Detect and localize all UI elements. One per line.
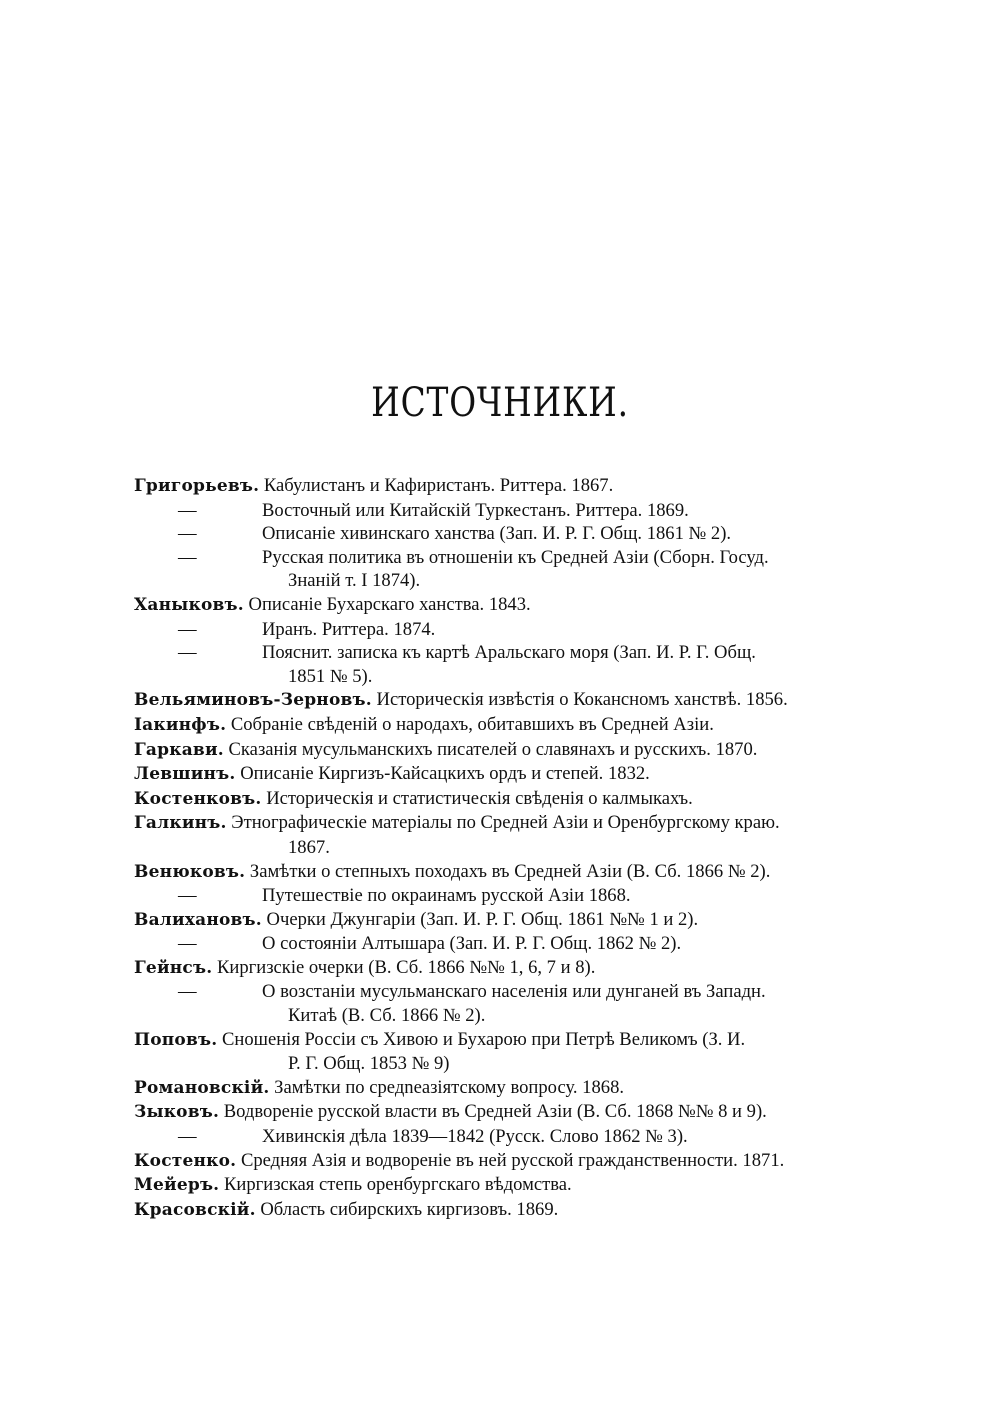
source-title: Этнографическіе матеріалы по Средней Азіи и Оренбургскому краю. bbox=[231, 812, 780, 834]
source-entry bbox=[134, 688, 894, 713]
source-title: Киргизскіе очерки (В. Сб. 1866 №№ 1, 6, 7 и 8). bbox=[216, 956, 596, 978]
source-entry bbox=[134, 762, 894, 787]
source-entry bbox=[134, 1076, 894, 1101]
source-entry bbox=[134, 522, 894, 546]
source-author: Ханыковъ. bbox=[134, 594, 244, 615]
source-title: Русская политика въ отношеніи къ Средней Азіи (Сборн. Госуд. bbox=[262, 546, 769, 568]
source-continuation: 1867. bbox=[288, 836, 330, 858]
source-author: Костенко. bbox=[134, 1150, 237, 1171]
source-entry bbox=[134, 713, 894, 738]
source-author: Гейнсъ. bbox=[134, 957, 213, 978]
source-author: Галкинъ. bbox=[134, 813, 227, 834]
source-title: Очерки Джунгаріи (Зап. И. Р. Г. Общ. 1861 №№ 1 и 2). bbox=[266, 908, 699, 930]
source-entry bbox=[134, 1149, 894, 1174]
source-title: Замѣтки по средneазіятскому вопросу. 1868. bbox=[274, 1076, 625, 1098]
source-author: Вельяминовъ-Зерновъ. bbox=[134, 690, 372, 711]
source-title: Сказанія мусульманскихъ писателей о славянахъ и русскихъ. 1870. bbox=[228, 738, 758, 760]
source-author: Романовскій. bbox=[134, 1077, 270, 1098]
source-author: Гаркави. bbox=[134, 739, 224, 760]
source-title: Описаніе Киргизъ-Кайсацкихъ ордъ и степей. 1832. bbox=[240, 763, 650, 785]
source-title: Сношенія Россіи съ Хивою и Бухарою при Петрѣ Великомъ (З. И. bbox=[222, 1028, 746, 1050]
ditto-dash: — bbox=[178, 523, 197, 545]
source-author: Валихановъ. bbox=[134, 909, 262, 930]
source-title: Собраніе свѣденій о народахъ, обитавшихъ въ Средней Азіи. bbox=[230, 713, 714, 735]
ditto-dash: — bbox=[178, 499, 197, 521]
source-entry bbox=[134, 618, 894, 642]
source-author: Левшинъ. bbox=[134, 764, 236, 785]
source-author: Мейеръ. bbox=[134, 1175, 220, 1196]
ditto-dash: — bbox=[178, 933, 197, 955]
source-entry bbox=[134, 956, 894, 981]
ditto-dash: — bbox=[178, 642, 197, 664]
source-title: Описаніе хивинскаго ханства (Зап. И. Р. Г. Общ. 1861 № 2). bbox=[262, 523, 732, 545]
source-title: Хивинскія дѣла 1839—1842 (Русск. Слово 1862 № 3). bbox=[262, 1126, 688, 1148]
source-author: Зыковъ. bbox=[134, 1102, 220, 1123]
source-author: Красовскій. bbox=[134, 1199, 256, 1220]
source-continuation: Китаѣ (В. Сб. 1866 № 2). bbox=[288, 1005, 486, 1027]
source-continuation: Р. Г. Общ. 1853 № 9) bbox=[288, 1053, 450, 1075]
source-entry bbox=[134, 499, 894, 523]
ditto-dash: — bbox=[178, 618, 197, 640]
source-title: Описаніе Бухарскаго ханства. 1843. bbox=[248, 593, 531, 615]
source-title: О состояніи Алтышара (Зап. И. Р. Г. Общ. 1862 № 2). bbox=[262, 933, 682, 955]
source-entry bbox=[134, 474, 894, 499]
source-author: Венюковъ. bbox=[134, 861, 246, 882]
page-title: ИСТОЧНИКИ. bbox=[371, 380, 629, 426]
source-entry bbox=[134, 641, 894, 665]
source-entry bbox=[134, 546, 894, 570]
source-entry bbox=[134, 787, 894, 812]
source-continuation: 1851 № 5). bbox=[288, 665, 373, 687]
source-author: Костенковъ. bbox=[134, 788, 262, 809]
ditto-dash: — bbox=[178, 1126, 197, 1148]
source-entry bbox=[134, 593, 894, 618]
source-author: Іакинфъ. bbox=[134, 714, 227, 735]
source-entry bbox=[134, 1100, 894, 1125]
ditto-dash: — bbox=[178, 981, 197, 1003]
source-entry bbox=[134, 980, 894, 1004]
source-entry bbox=[134, 811, 894, 836]
source-entry bbox=[134, 1198, 894, 1223]
source-title: Историческія извѣстія о Кокансномъ ханствѣ. 1856. bbox=[376, 689, 788, 711]
source-title: Средняя Азія и водвореніе въ ней русской гражданственности. 1871. bbox=[240, 1149, 785, 1171]
source-entry bbox=[134, 1028, 894, 1053]
source-title: Замѣтки о степныхъ походахъ въ Средней Азіи (В. Сб. 1866 № 2). bbox=[249, 860, 771, 882]
source-title: Киргизская степь оренбургскаго вѣдомства. bbox=[223, 1174, 572, 1196]
source-author: Григорьевъ. bbox=[134, 476, 260, 496]
source-continuation: Знаній т. I 1874). bbox=[288, 570, 421, 592]
source-title: Путешествіе по окраинамъ русской Азіи 1868. bbox=[262, 885, 631, 907]
source-author: Поповъ. bbox=[134, 1029, 218, 1050]
source-title: Кабулистанъ и Кафиристанъ. Риттера. 1867. bbox=[263, 475, 614, 496]
source-entry bbox=[134, 860, 894, 885]
source-title: Водвореніе русской власти въ Средней Азіи (В. Сб. 1868 №№ 8 и 9). bbox=[223, 1101, 767, 1123]
source-title: Восточный или Китайскій Туркестанъ. Риттера. 1869. bbox=[262, 499, 689, 521]
source-title: Иранъ. Риттера. 1874. bbox=[262, 618, 436, 640]
ditto-dash: — bbox=[178, 885, 197, 907]
source-entry bbox=[134, 1173, 894, 1198]
ditto-dash: — bbox=[178, 546, 197, 568]
sources-list bbox=[134, 474, 894, 1222]
source-title: Историческія и статистическія свѣденія о калмыкахъ. bbox=[266, 787, 693, 809]
source-entry bbox=[134, 908, 894, 933]
source-title: Область сибирскихъ киргизовъ. 1869. bbox=[260, 1198, 559, 1220]
source-title: Пояснит. записка къ картѣ Аральскаго моря (Зап. И. Р. Г. Общ. bbox=[262, 642, 756, 664]
source-entry bbox=[134, 738, 894, 763]
source-entry bbox=[134, 1125, 894, 1149]
source-entry bbox=[134, 884, 894, 908]
source-title: О возстаніи мусульманскаго населенія или дунганей въ Западн. bbox=[262, 981, 766, 1003]
source-entry bbox=[134, 932, 894, 956]
